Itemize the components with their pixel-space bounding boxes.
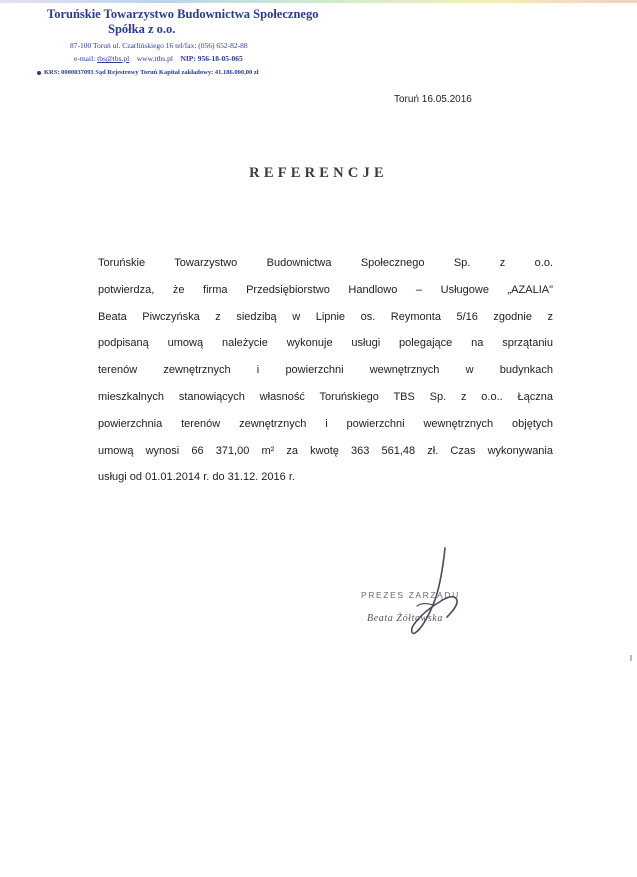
company-registration: [37, 69, 259, 76]
signature-block: [355, 545, 485, 655]
body-line: Toruńskie Towarzystwo Budownictwa Społecznego Sp. z o.o.: [98, 257, 553, 269]
company-legal-form: Spółka z o.o.: [108, 22, 176, 36]
scan-mark: [630, 655, 632, 661]
body-line: usługi od 01.01.2014 r. do 31.12. 2016 r.: [98, 471, 295, 484]
letterhead-color-strip: [0, 0, 637, 3]
krs-text: KRS: 0000037093 Sąd Rejestrowy Toruń Kapitał zakładowy: 41.186.000,00 zł: [44, 69, 259, 76]
handwritten-signature: [355, 545, 485, 655]
company-address: 87-100 Toruń ul. Czarlińskiego 16 tel/fax: (056) 652-82-88: [70, 41, 248, 50]
nip-number: NIP: 956-18-05-065: [180, 54, 243, 63]
body-line: terenów zewnętrznych i powierzchni wewnętrznych w budynkach: [98, 364, 553, 377]
document-heading: REFERENCJE: [249, 165, 388, 181]
body-line: umową wynosi 66 371,00 m² za kwotę 363 561,48 zł. Czas wykonywania: [98, 444, 553, 457]
signatory-title: PREZES ZARZĄDU: [361, 590, 460, 600]
body-line: potwierdza, że firma Przedsiębiorstwo Handlowo – Usługowe „AZALIA": [98, 283, 553, 296]
company-name: Toruńskie Towarzystwo Budownictwa Społecznego: [47, 7, 319, 21]
body-line: mieszkalnych stanowiących własność Toruńskiego TBS Sp. z o.o.. Łączna: [98, 390, 553, 403]
website-link[interactable]: www.ttbs.pl: [136, 54, 173, 63]
signatory-name: Beata Żółtowska: [367, 613, 443, 624]
body-line: podpisaną umową należycie wykonuje usługi polegające na sprzątaniu: [98, 337, 553, 350]
document-body: [98, 250, 553, 491]
company-contact: [74, 54, 243, 63]
document-date: Toruń 16.05.2016: [394, 94, 472, 105]
bullet-icon: [37, 71, 41, 75]
email-label: e-mail:: [74, 54, 96, 63]
body-line: Beata Piwczyńska z siedzibą w Lipnie os. Reymonta 5/16 zgodnie z: [98, 310, 553, 323]
body-line: powierzchnia terenów zewnętrznych i powierzchni wewnętrznych objętych: [98, 417, 553, 430]
email-link[interactable]: tbs@tbs.pl: [97, 54, 130, 63]
